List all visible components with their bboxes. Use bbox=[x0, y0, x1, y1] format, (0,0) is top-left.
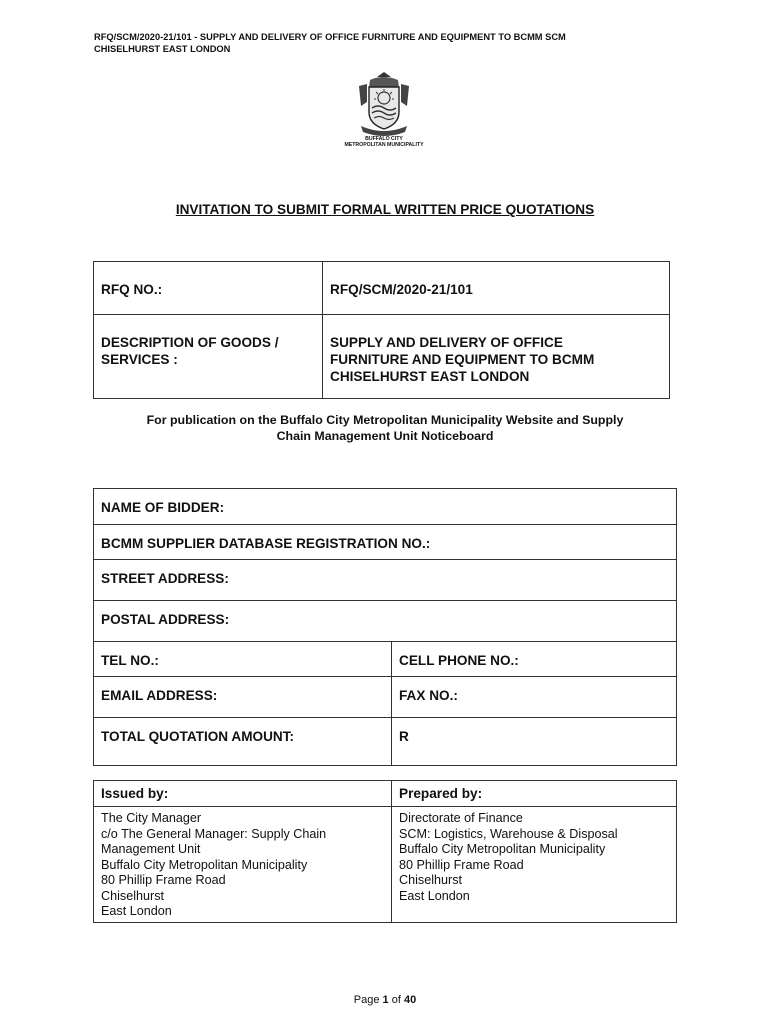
issued-by-heading: Issued by: bbox=[94, 781, 392, 807]
total-page-count: 40 bbox=[403, 994, 417, 1006]
prepared-by-heading: Prepared by: bbox=[392, 781, 677, 807]
prepared-by-line: Chiselhurst bbox=[399, 873, 462, 887]
phone-row bbox=[94, 642, 677, 677]
publication-note bbox=[94, 412, 676, 444]
current-page-number: 1 bbox=[382, 994, 389, 1006]
page-title: INVITATION TO SUBMIT FORMAL WRITTEN PRICE QUOTATIONS bbox=[175, 202, 595, 217]
registration-row bbox=[94, 525, 677, 560]
tel-number-field[interactable]: TEL NO.: bbox=[94, 642, 392, 677]
prepared-by-line: Buffalo City Metropolitan Municipality bbox=[399, 842, 606, 856]
bidder-name-field[interactable]: NAME OF BIDDER: bbox=[94, 489, 677, 525]
cell-number-field[interactable]: CELL PHONE NO.: bbox=[392, 642, 677, 677]
logo-caption bbox=[330, 136, 438, 148]
email-address-field[interactable]: EMAIL ADDRESS: bbox=[94, 677, 392, 718]
prepared-by-line: 80 Phillip Frame Road bbox=[399, 857, 524, 872]
rfq-number-row bbox=[94, 262, 670, 315]
issued-by-line: The City Manager bbox=[101, 811, 202, 825]
bidder-details-table bbox=[93, 488, 677, 766]
rfq-number-label: RFQ NO.: bbox=[94, 262, 323, 315]
of-word: of bbox=[391, 994, 401, 1006]
description-value-line-3: CHISELHURST EAST LONDON bbox=[330, 369, 530, 384]
running-header-line-1: RFQ/SCM/2020-21/101 - SUPPLY AND DELIVERY OF OFFICE FURNITURE AND EQUIPMENT TO BCMM SCM bbox=[94, 32, 566, 42]
street-address-row bbox=[94, 560, 677, 601]
postal-address-row bbox=[94, 601, 677, 642]
description-label-line-2: SERVICES : bbox=[101, 352, 178, 367]
rfq-table bbox=[93, 261, 670, 399]
prepared-by-line: SCM: Logistics, Warehouse & Disposal bbox=[399, 826, 618, 841]
running-header-line-2: CHISELHURST EAST LONDON bbox=[94, 43, 231, 54]
total-quotation-label: TOTAL QUOTATION AMOUNT: bbox=[94, 718, 392, 766]
issued-by-line: Buffalo City Metropolitan Municipality bbox=[101, 857, 308, 872]
description-label-line-1: DESCRIPTION OF GOODS / bbox=[101, 335, 279, 350]
description-value-line-1: SUPPLY AND DELIVERY OF OFFICE bbox=[330, 335, 563, 350]
description-row bbox=[94, 315, 670, 399]
bidder-name-row bbox=[94, 489, 677, 525]
quotation-amount-field[interactable]: R bbox=[392, 718, 677, 766]
street-address-field[interactable]: STREET ADDRESS: bbox=[94, 560, 677, 601]
fax-number-field[interactable]: FAX NO.: bbox=[392, 677, 677, 718]
publication-note-line-2: Chain Management Unit Noticeboard bbox=[276, 429, 494, 443]
issued-by-line: Chiselhurst bbox=[101, 888, 164, 903]
issued-by-line: Management Unit bbox=[101, 842, 201, 856]
issued-by-line: 80 Phillip Frame Road bbox=[101, 873, 226, 887]
registration-number-field[interactable]: BCMM SUPPLIER DATABASE REGISTRATION NO.: bbox=[94, 525, 677, 560]
issuer-details-row bbox=[94, 807, 677, 923]
issuer-table bbox=[93, 780, 677, 923]
description-value-line-2: FURNITURE AND EQUIPMENT TO BCMM bbox=[330, 352, 595, 367]
page-word: Page bbox=[353, 994, 380, 1006]
logo-caption-line-1: BUFFALO CITY bbox=[365, 136, 403, 142]
email-fax-row bbox=[94, 677, 677, 718]
issued-by-details bbox=[94, 807, 392, 923]
prepared-by-line: Directorate of Finance bbox=[399, 811, 523, 825]
running-header bbox=[94, 32, 654, 55]
prepared-by-details bbox=[392, 807, 677, 923]
quotation-amount-row bbox=[94, 718, 677, 766]
rfq-number-value: RFQ/SCM/2020-21/101 bbox=[323, 262, 670, 315]
description-label bbox=[94, 315, 323, 399]
description-value bbox=[323, 315, 670, 399]
issuer-header-row bbox=[94, 781, 677, 807]
issued-by-line: East London bbox=[101, 904, 172, 918]
postal-address-field[interactable]: POSTAL ADDRESS: bbox=[94, 601, 677, 642]
page-footer bbox=[0, 994, 770, 1006]
issued-by-line: c/o The General Manager: Supply Chain bbox=[101, 826, 327, 841]
logo-caption-line-2: METROPOLITAN MUNICIPALITY bbox=[344, 142, 424, 149]
publication-note-line-1: For publication on the Buffalo City Metropolitan Municipality Website and Supply bbox=[146, 413, 624, 427]
prepared-by-line: East London bbox=[399, 888, 470, 903]
